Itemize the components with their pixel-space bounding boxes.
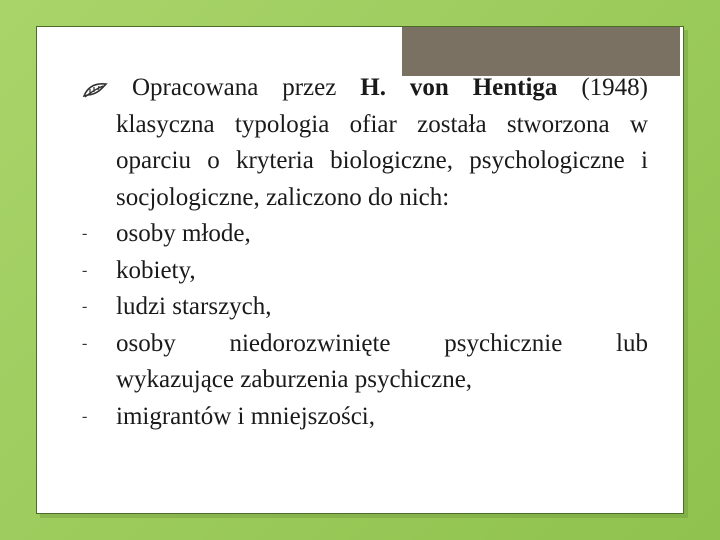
dash-marker: - bbox=[82, 298, 88, 315]
list-item-text: osoby niedorozwinięte psychicznie lub bbox=[116, 329, 648, 357]
slide-content bbox=[82, 70, 648, 435]
list-item bbox=[82, 289, 648, 326]
list-item-text: imigrantów i mniejszości, bbox=[116, 402, 375, 430]
list-item bbox=[82, 326, 648, 399]
intro-paragraph bbox=[82, 70, 648, 216]
list-item-text: kobiety, bbox=[116, 256, 196, 284]
list-item-text: osoby młode, bbox=[116, 220, 251, 247]
dash-marker: - bbox=[82, 334, 88, 352]
list-item bbox=[82, 399, 648, 436]
list-item bbox=[82, 253, 648, 290]
intro-text-after: (1948) klasyczna typologia ofiar została stworzona w oparciu o kryteria biologiczne, psychologiczne i socjologiczne, zaliczono do nich: bbox=[116, 74, 648, 211]
author-name: H. von Hentiga bbox=[360, 74, 558, 101]
list-item bbox=[82, 216, 648, 253]
dash-marker: - bbox=[82, 225, 88, 242]
dash-marker: - bbox=[82, 407, 88, 425]
intro-text-before: Opracowana przez bbox=[132, 74, 361, 101]
list-item-text: ludzi starszych, bbox=[116, 293, 272, 320]
dash-marker: - bbox=[82, 261, 88, 279]
list-item-text-continued: wykazujące zaburzenia psychiczne, bbox=[116, 366, 473, 393]
leaf-bullet-icon bbox=[82, 75, 110, 95]
